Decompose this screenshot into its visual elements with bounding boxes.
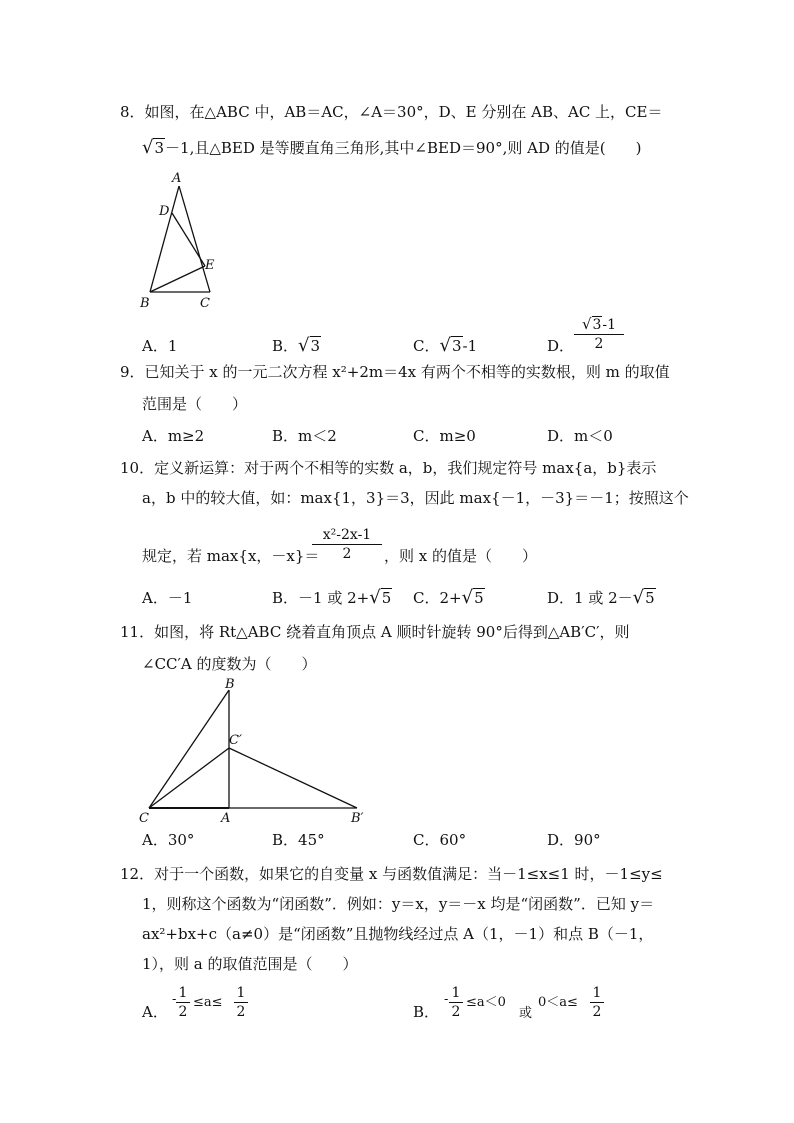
option-tail: -1	[462, 337, 478, 355]
segment-be	[150, 266, 205, 292]
q12-option-a-minus: -	[172, 992, 177, 1007]
q8-option-d[interactable]	[547, 336, 574, 356]
label-c: C	[139, 811, 149, 826]
q8-option-c[interactable]	[413, 336, 477, 356]
q11-line2: ∠CC′A 的度数为（ ）	[142, 655, 317, 673]
segment-de	[172, 213, 205, 266]
label-e: E	[205, 258, 215, 273]
q12-option-b-frac2	[590, 984, 604, 1021]
q12-option-b-mid2: 0＜a≤	[538, 995, 578, 1010]
q8-option-b[interactable]	[272, 336, 321, 356]
segment-c-prime-b-prime	[229, 748, 357, 808]
fraction-numerator: 1	[590, 984, 604, 1003]
q9-option-c[interactable]: C．m≥0	[413, 427, 476, 445]
q12-line3: ax²+bx+c（a≠0）是“闭函数”且抛物线经过点 A（1，－1）和点 B（－1，	[142, 925, 654, 943]
label-b: B	[140, 296, 150, 311]
q12-option-a-mid: ≤a≤	[193, 995, 223, 1010]
label-d: D	[159, 204, 170, 219]
fraction-denominator: 2	[451, 1004, 461, 1020]
sqrt-expression: √5	[632, 587, 655, 608]
q11-line1: 11．如图，将 Rt△ABC 绕着直角顶点 A 顺时针旋转 90°后得到△AB′C′，则	[120, 623, 630, 641]
fraction-denominator: 2	[236, 1004, 246, 1020]
option-text: B．－1 或 2+	[272, 589, 370, 607]
fraction-denominator: 2	[342, 546, 352, 562]
q10-option-d[interactable]	[547, 588, 656, 608]
q10-line2: a，b 中的较大值，如：max{1，3}＝3，因此 max{－1，－3}＝－1；按照这个	[142, 489, 689, 507]
sqrt-expression: √5	[369, 587, 392, 608]
fraction-numerator: 1	[449, 984, 463, 1003]
option-text: C．2+	[413, 589, 462, 607]
q12-option-b-or: 或	[519, 1006, 533, 1021]
q8-line2-text: －1,且△BED 是等腰直角三角形,其中∠BED＝90°,则 AD 的值是( )	[165, 139, 642, 157]
q8-line1: 8．如图，在△ABC 中，AB＝AC，∠A＝30°，D、E 分别在 AB、AC 上，CE＝	[120, 103, 663, 121]
q12-option-a-label[interactable]: A．	[142, 1003, 168, 1021]
fraction-numerator: x²-2x-1	[312, 526, 382, 545]
q12-line2: 1，则称这个函数为“闭函数”．例如：y＝x，y＝－x 均是“闭函数”．已知 y＝	[142, 895, 655, 913]
sqrt-expression: √3	[298, 335, 321, 356]
label-c-prime: C′	[229, 733, 242, 748]
q9-option-a[interactable]: A．m≥2	[142, 427, 205, 445]
q10-option-c[interactable]	[413, 588, 485, 608]
label-a: A	[172, 171, 182, 186]
label-a: A	[221, 811, 231, 826]
q8-line2	[142, 138, 641, 158]
q11-option-d[interactable]: D．90°	[547, 831, 601, 849]
fraction-num-tail: -1	[602, 317, 617, 333]
segment-cb	[149, 690, 229, 808]
fraction-numerator: 1	[176, 984, 190, 1003]
q12-option-b-mid1: ≤a＜0	[466, 995, 506, 1010]
q10-fraction	[312, 526, 382, 563]
q10-line1: 10．定义新运算：对于两个不相等的实数 a，b，我们规定符号 max{a，b}表示	[120, 459, 657, 477]
q9-line1: 9．已知关于 x 的一元二次方程 x²+2m＝4x 有两个不相等的实数根，则 m 的取值	[120, 363, 670, 381]
segment-cc-prime	[149, 748, 229, 808]
q12-option-b-label[interactable]: B．	[413, 1003, 440, 1021]
q11-option-b[interactable]: B．45°	[272, 831, 325, 849]
option-text: D．1 或 2－	[547, 589, 633, 607]
q11-option-c[interactable]: C．60°	[413, 831, 467, 849]
label-c: C	[200, 296, 210, 311]
q8-option-a[interactable]: A．1	[142, 337, 178, 355]
q9-option-b[interactable]: B．m＜2	[272, 427, 337, 445]
option-label: D．	[547, 337, 575, 355]
sqrt-expression: √3	[142, 137, 165, 158]
sqrt-expression: √3	[581, 315, 602, 333]
q10-line3-b: ，则 x 的值是（ ）	[384, 547, 537, 565]
option-label: C．	[413, 337, 440, 355]
q9-line2: 范围是（ ）	[142, 395, 248, 413]
fraction-denominator: 2	[592, 1004, 602, 1020]
q10-line3-a: 规定，若 max{x，－x}＝	[142, 547, 320, 565]
q12-option-b-frac1	[449, 984, 463, 1021]
q12-line4: 1），则 a 的取值范围是（ ）	[142, 955, 358, 973]
q9-option-d[interactable]: D．m＜0	[547, 427, 613, 445]
q12-option-b-minus: -	[444, 992, 449, 1007]
sqrt-expression: √3	[439, 335, 462, 356]
q12-option-a-frac2	[234, 984, 248, 1021]
label-b-prime: B′	[351, 811, 364, 826]
fraction-denominator: 2	[178, 1004, 188, 1020]
label-b: B	[225, 677, 235, 692]
sqrt-expression: √5	[461, 587, 484, 608]
q10-option-a[interactable]: A．－1	[142, 589, 193, 607]
fraction-numerator: 1	[234, 984, 248, 1003]
q11-option-a[interactable]: A．30°	[142, 831, 195, 849]
fraction-den: 2	[594, 336, 604, 352]
q12-line1: 12．对于一个函数，如果它的自变量 x 与函数值满足：当－1≤x≤1 时，－1≤y≤	[120, 865, 663, 883]
segment-ab	[150, 186, 179, 292]
q10-option-b[interactable]	[272, 588, 392, 608]
q12-option-a-frac1	[176, 984, 190, 1021]
option-label: B．	[272, 337, 299, 355]
q11-rotation-figure	[135, 676, 370, 828]
q8-option-d-fraction	[574, 315, 624, 353]
q8-triangle-figure	[135, 168, 235, 313]
